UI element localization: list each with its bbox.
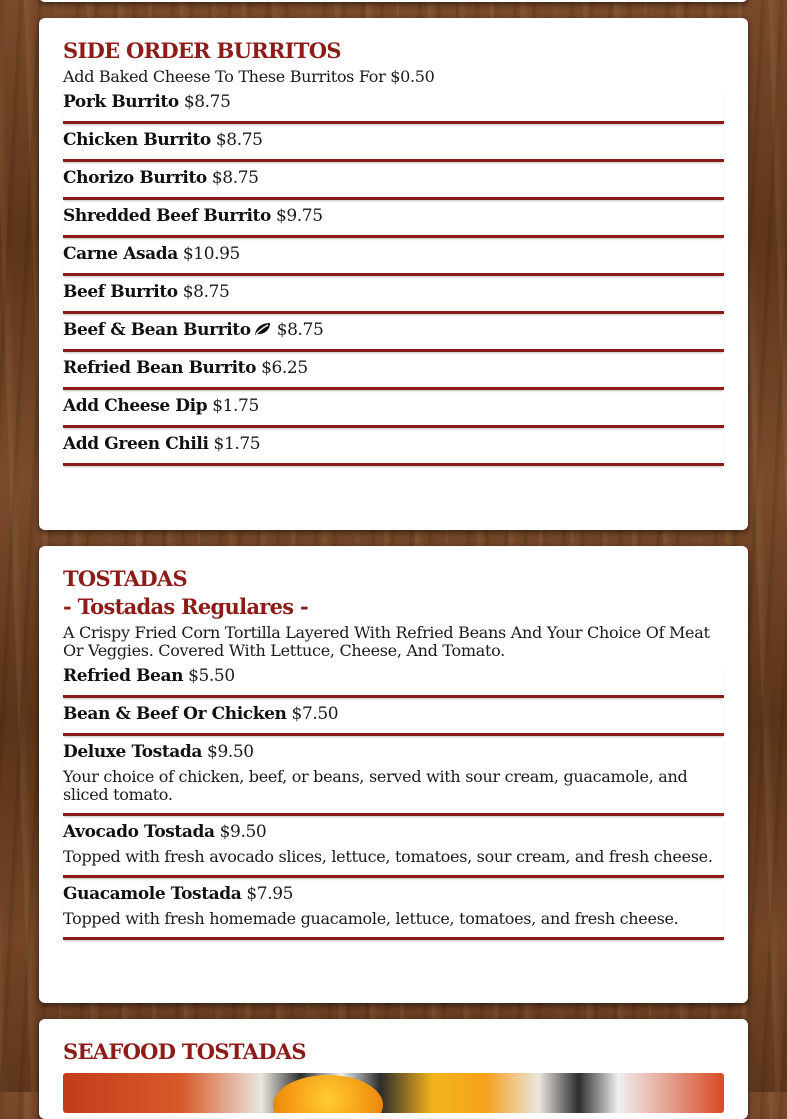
item-price: $8.75: [276, 320, 324, 340]
menu-item: [63, 124, 724, 162]
item-name: Carne Asada: [63, 244, 178, 264]
menu-item: [63, 90, 724, 124]
menu-item: [63, 878, 724, 940]
menu-item: [63, 390, 724, 428]
item-price: $7.95: [246, 884, 294, 904]
item-price: $1.75: [212, 396, 259, 416]
item-price: $1.75: [213, 434, 261, 454]
tostadas-subtitle: - Tostadas Regulares -: [63, 594, 309, 619]
item-price: $6.25: [261, 358, 308, 378]
item-name: Pork Burrito: [63, 92, 179, 112]
item-name: Chorizo Burrito: [63, 168, 207, 188]
tostadas-section: [39, 546, 748, 1003]
item-price: $8.75: [183, 92, 231, 112]
item-name: Add Green Chili: [63, 434, 209, 454]
menu-item: [63, 200, 724, 238]
menu-item: [63, 428, 724, 466]
item-name: Chicken Burrito: [63, 130, 211, 150]
item-name: Avocado Tostada: [63, 822, 215, 842]
item-name: Beef & Bean Burrito: [63, 320, 251, 340]
menu-item: [63, 352, 724, 390]
item-name: Add Cheese Dip: [63, 396, 208, 416]
burritos-title: SIDE ORDER BURRITOS: [63, 38, 341, 63]
menu-item: [63, 736, 724, 816]
item-price: $9.75: [275, 206, 323, 226]
menu-item: [63, 238, 724, 276]
item-price: $8.75: [215, 130, 263, 150]
item-name: Deluxe Tostada: [63, 742, 203, 762]
item-name: Guacamole Tostada: [63, 884, 242, 904]
item-description: Topped with fresh avocado slices, lettuce, tomatoes, sour cream, and fresh cheese.: [63, 847, 713, 866]
tostadas-title: TOSTADAS: [63, 566, 187, 591]
item-name: Shredded Beef Burrito: [63, 206, 271, 226]
item-price: $10.95: [182, 244, 240, 264]
tostadas-description: A Crispy Fried Corn Tortilla Layered With Refried Beans And Your Choice Of Meat Or Veggies. Covered With Lettuce, Cheese, And Tomato.: [63, 623, 710, 660]
item-price: $8.75: [182, 282, 230, 302]
seafood-title: SEAFOOD TOSTADAS: [63, 1039, 306, 1064]
item-name: Beef Burrito: [63, 282, 178, 302]
menu-item: [63, 816, 724, 878]
item-name: Refried Bean Burrito: [63, 358, 257, 378]
seafood-photo: [63, 1073, 724, 1113]
item-name: Refried Bean: [63, 666, 184, 686]
item-price: $9.50: [219, 822, 267, 842]
item-price: $8.75: [211, 168, 259, 188]
leaf-icon: [253, 322, 271, 336]
menu-item: [63, 276, 724, 314]
menu-item: [63, 162, 724, 200]
menu-item: [63, 698, 724, 736]
burritos-description: Add Baked Cheese To These Burritos For $0.50: [63, 67, 435, 86]
item-price: $5.50: [188, 666, 235, 686]
menu-item: [63, 314, 724, 352]
item-price: $9.50: [207, 742, 254, 762]
previous-card: [39, 0, 748, 2]
item-name: Bean & Beef Or Chicken: [63, 704, 287, 724]
menu-item: [63, 664, 724, 698]
burritos-section: [39, 18, 748, 530]
item-description: Your choice of chicken, beef, or beans, served with sour cream, guacamole, and sliced tomato.: [63, 767, 688, 804]
seafood-section: [39, 1019, 748, 1119]
item-description: Topped with fresh homemade guacamole, lettuce, tomatoes, and fresh cheese.: [63, 909, 679, 928]
item-price: $7.50: [291, 704, 339, 724]
